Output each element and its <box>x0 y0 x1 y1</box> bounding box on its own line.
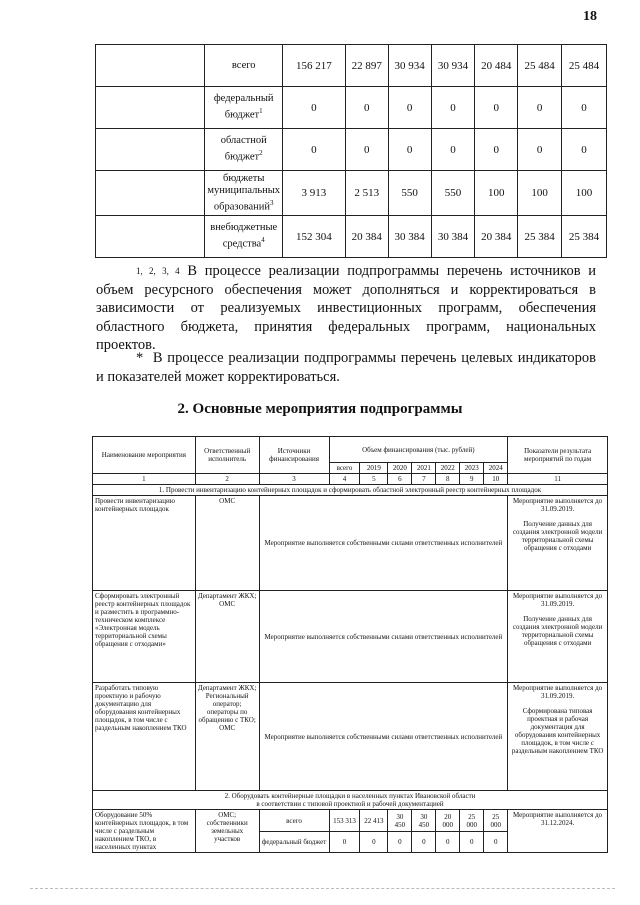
funding-row <box>96 171 607 216</box>
footnote-indicators-text: В процессе реализации подпрограммы перечень целевых индикаторов и показателей может корректироваться. <box>96 350 597 385</box>
indicator-deadline: Мероприятие выполняется до 31.09.2019. <box>513 592 603 608</box>
footnote-ref: 4 <box>261 236 265 245</box>
funding-value: 30 934 <box>431 45 475 87</box>
amount-cell: 0 <box>388 832 412 853</box>
funding-value: 0 <box>431 87 475 129</box>
funding-value: 3 913 <box>283 171 346 216</box>
activity-name: Сформировать электронный реестр контейнерных площадок и разместить в программно-техническом комплексе «Электронная модель территориальной схемы обращения с отходами» <box>93 591 196 683</box>
funding-value: 25 384 <box>518 216 562 258</box>
funding-value: 550 <box>431 171 475 216</box>
source-federal: федеральный бюджет <box>259 832 329 853</box>
footnote-marks: 1, 2, 3, 4 <box>136 266 180 276</box>
activity-indicator <box>508 496 608 591</box>
page-number: 18 <box>583 9 597 24</box>
funding-value: 30 384 <box>431 216 475 258</box>
blank-cell <box>96 87 205 129</box>
column-number: 9 <box>460 474 484 485</box>
footnote-ref: 3 <box>270 198 274 207</box>
amount-cell: 0 <box>460 832 484 853</box>
funding-value: 25 484 <box>518 45 562 87</box>
amount-cell: 0 <box>360 832 388 853</box>
activity-responsible: Департамент ЖКХ; ОМС <box>195 591 259 683</box>
funding-value: 100 <box>475 171 518 216</box>
activity-responsible: ОМС; собственники земельных участков <box>195 810 259 853</box>
indicator-deadline: Мероприятие выполняется до 31.09.2019. <box>513 497 603 513</box>
amount-cell: 30 450 <box>388 810 412 832</box>
scan-edge <box>30 888 615 889</box>
header-year: 2022 <box>436 463 460 474</box>
footnote-asterisk: * <box>136 350 144 366</box>
funding-value: 0 <box>388 87 431 129</box>
indicator-result: Получение данных для создания электронной модели территориальной схемы обращения с отходами <box>512 520 603 552</box>
activity-funding-note: Мероприятие выполняется собственными силами ответственных исполнителей <box>259 496 508 591</box>
header-sources: Источники финансирования <box>259 437 329 474</box>
footnote-ref: 1 <box>259 107 263 116</box>
funding-value: 30 384 <box>388 216 431 258</box>
funding-value: 0 <box>518 129 562 171</box>
activity-name: Оборудование 50% контейнерных площадок, в том числе с раздельным накоплением ТКО, в населенных пунктах <box>93 810 196 853</box>
funding-value: 156 217 <box>283 45 346 87</box>
funding-value: 22 897 <box>345 45 388 87</box>
funding-value: 0 <box>475 129 518 171</box>
activity-indicator <box>508 683 608 791</box>
funding-row <box>96 129 607 171</box>
funding-source-label: бюджеты муниципальных образований$^3$ <box>205 171 283 216</box>
funding-value: 25 484 <box>562 45 607 87</box>
column-number: 2 <box>195 474 259 485</box>
funding-value: 30 934 <box>388 45 431 87</box>
amount-cell: 0 <box>484 832 508 853</box>
header-name: Наименование мероприятия <box>93 437 196 474</box>
header-year: 2020 <box>388 463 412 474</box>
funding-value: 20 384 <box>475 216 518 258</box>
funding-value: 0 <box>345 87 388 129</box>
footnote-ref: 2 <box>259 149 263 158</box>
funding-value: 100 <box>518 171 562 216</box>
section2-title-line1: 2. Оборудовать контейнерные площадки в населенных пунктах Ивановской области <box>224 792 476 800</box>
activity-name: Разработать типовую проектную и рабочую документацию для оборудования контейнерных площадок, в том числе с раздельным накоплением ТКО <box>93 683 196 791</box>
amount-cell: 0 <box>329 832 360 853</box>
blank-cell <box>96 129 205 171</box>
funding-row <box>96 45 607 87</box>
activity-funding-note: Мероприятие выполняется собственными силами ответственных исполнителей <box>259 683 508 791</box>
footnote-indicators <box>96 349 596 386</box>
amount-cell: 153 313 <box>329 810 360 832</box>
header-year: 2019 <box>360 463 388 474</box>
section1-title: 1. Провести инвентаризацию контейнерных площадок и сформировать областной электронный реестр контейнерных площадок <box>93 485 608 496</box>
funding-value: 152 304 <box>283 216 346 258</box>
footnote-text: В процессе реализации подпрограммы перечень источников и объем ресурсного обеспечения может дополняться и корректироваться в зависимости от реализуемых инвестиционных программ, обеспечения областного бюджета, принятия федеральных программ, национальных проектов. <box>96 263 597 353</box>
funding-source-label: федеральный бюджет$^1$ <box>205 87 283 129</box>
footnote-sources <box>96 262 596 355</box>
blank-cell <box>96 216 205 258</box>
amount-cell: 0 <box>436 832 460 853</box>
funding-value: 25 384 <box>562 216 607 258</box>
column-number: 7 <box>412 474 436 485</box>
funding-value: 0 <box>475 87 518 129</box>
header-funding: Объем финансирования (тыс. рублей) <box>329 437 508 463</box>
amount-cell: 0 <box>412 832 436 853</box>
amount-cell: 25 000 <box>460 810 484 832</box>
amount-cell: 22 413 <box>360 810 388 832</box>
amount-cell: 25 000 <box>484 810 508 832</box>
header-indicators: Показатели результата мероприятий по годам <box>508 437 608 474</box>
funding-row <box>96 87 607 129</box>
blank-cell <box>96 171 205 216</box>
column-number: 3 <box>259 474 329 485</box>
funding-value: 0 <box>283 129 346 171</box>
funding-value: 0 <box>431 129 475 171</box>
funding-value: 0 <box>388 129 431 171</box>
amount-cell: 20 000 <box>436 810 460 832</box>
funding-table <box>95 44 607 258</box>
funding-value: 550 <box>388 171 431 216</box>
column-number: 6 <box>388 474 412 485</box>
activity-funding-note: Мероприятие выполняется собственными силами ответственных исполнителей <box>259 591 508 683</box>
funding-source-label: всего <box>205 45 283 87</box>
funding-value: 20 484 <box>475 45 518 87</box>
activity-responsible: Департамент ЖКХ; Региональный оператор; операторы по обращению с ТКО; ОМС <box>195 683 259 791</box>
activity-responsible: ОМС <box>195 496 259 591</box>
funding-value: 0 <box>345 129 388 171</box>
funding-source-label: областной бюджет$^2$ <box>205 129 283 171</box>
funding-value: 100 <box>562 171 607 216</box>
funding-value: 20 384 <box>345 216 388 258</box>
column-number: 11 <box>508 474 608 485</box>
funding-source-label: внебюджетные средства$^4$ <box>205 216 283 258</box>
funding-value: 0 <box>518 87 562 129</box>
header-year: всего <box>329 463 360 474</box>
column-number: 4 <box>329 474 360 485</box>
column-number: 10 <box>484 474 508 485</box>
header-year: 2023 <box>460 463 484 474</box>
amount-cell: 30 450 <box>412 810 436 832</box>
column-number: 8 <box>436 474 460 485</box>
section2-title-line2: в соответствии с типовой проектной и рабочей документацией <box>256 800 444 808</box>
section2-title <box>93 791 608 810</box>
header-responsible: Ответственный исполнитель <box>195 437 259 474</box>
funding-value: 0 <box>562 129 607 171</box>
funding-row <box>96 216 607 258</box>
column-number: 5 <box>360 474 388 485</box>
indicator-result: Получение данных для создания электронной модели территориальной схемы обращения с отходами <box>512 615 603 647</box>
indicator-result: Сформирована типовая проектная и рабочая документация для оборудования контейнерных площадок, в том числе с раздельным накоплением ТКО <box>511 707 604 755</box>
activity-indicator: Мероприятие выполняется до 31.12.2024. <box>508 810 608 853</box>
source-total: всего <box>259 810 329 832</box>
indicator-deadline: Мероприятие выполняется до 31.09.2019. <box>513 684 603 700</box>
activity-name: Провести инвентаризацию контейнерных площадок <box>93 496 196 591</box>
funding-value: 0 <box>283 87 346 129</box>
activities-table <box>92 436 608 853</box>
funding-value: 0 <box>562 87 607 129</box>
section-heading: 2. Основные мероприятия подпрограммы <box>177 401 463 417</box>
header-year: 2021 <box>412 463 436 474</box>
blank-cell <box>96 45 205 87</box>
column-number: 1 <box>93 474 196 485</box>
header-year: 2024 <box>484 463 508 474</box>
funding-value: 2 513 <box>345 171 388 216</box>
activity-indicator <box>508 591 608 683</box>
